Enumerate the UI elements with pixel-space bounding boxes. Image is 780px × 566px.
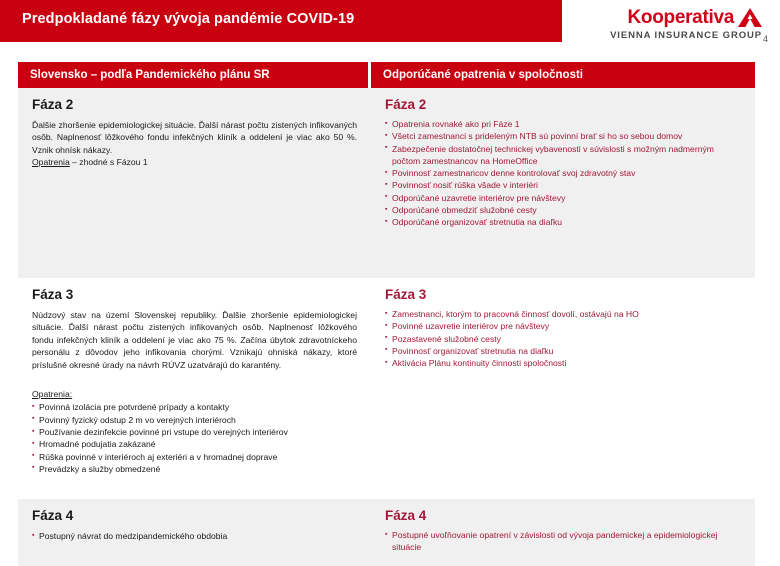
list-item: ▪ Zamestnanci, ktorým to pracovná činnosť dovolí, ostávajú na HO [385,308,741,320]
phase-heading: Fáza 4 [385,508,427,523]
phase2-measures-tail: – zhodné s Fázou 1 [69,157,148,168]
phase-heading: Fáza 2 [32,97,74,112]
phase-heading: Fáza 3 [385,287,427,302]
logo-row [582,6,762,28]
list-item: ▪ Odporúčané uzavretie interiérov pre návštevy [385,192,741,204]
phase3-measures-label: Opatrenia: [32,389,73,400]
phase4-right-cell [371,499,755,566]
list-item: ▪ Odporúčané obmedziť služobné cesty [385,204,741,216]
phase2-left-cell [18,88,371,278]
list-item: ▪ Všetci zamestnanci s prideleným NTB sú povinní brať si ho so sebou domov [385,130,741,142]
list-item: ▪ Odporúčané organizovať stretnutia na diaľku [385,216,741,228]
table-row [18,88,755,278]
list-item: ▪ Postupné uvoľňovanie opatrení v závislosti od vývoja pandemickej a epidemiologickej situácie [385,529,741,554]
list-item: ▪ Používanie dezinfekcie povinné pri vstupe do verejných interiérov [32,426,357,438]
list-item: ▪ Povinnosť nosiť rúška všade v interiéri [385,179,741,191]
list-item: ▪ Povinné uzavretie interiérov pre návštevy [385,320,741,332]
phase3-left-cell [18,278,371,499]
phase4-left-list [32,530,357,542]
column-header-company-measures: Odporúčané opatrenia v spoločnosti [371,62,755,88]
phase3-right-cell [371,278,755,499]
phase-heading: Fáza 3 [32,287,74,302]
list-item: ▪ Aktivácia Plánu kontinuity činnosti spoločnosti [385,357,741,369]
phase3-measures-list [32,401,357,475]
list-item: ▪ Postupný návrat do medzipandemického obdobia [32,530,357,542]
page-title: Predpokladané fázy vývoja pandémie COVID-19 [22,11,355,27]
kooperativa-triangle-icon [738,8,762,27]
page-number: 4 [762,34,768,44]
table-header-row [18,62,755,88]
list-item: ▪ Povinná izolácia pre potvrdené prípady a kontakty [32,401,357,413]
phase2-company-measures-list [385,118,741,229]
phase4-left-cell [18,499,371,566]
phase3-description: Núdzový stav na území Slovenskej republiky. Ďalšie zhoršenie epidemiologickej situácie. Ďalší nárast počtu zistených infikovaných osôb. Naplnenosť lôžkového fondu infekčných kliník a oddelení je viac ako 75 %. Začína úbytok zdravotníckeho personálu z dôvodov jeho infikovania chorými. Vznikajú ohniská nákazy, ktoré príslušné okresné úrady na návrh RÚVZ uzatvárajú do karantény. [32,310,357,370]
phases-table [18,62,755,566]
list-item: ▪ Povinnosť organizovať stretnutia na diaľku [385,345,741,357]
list-item: ▪ Hromadné podujatia zakázané [32,438,357,450]
list-item: ▪ Zabezpečenie dostatočnej technickej vybavenosti v súvislosti s možným nadmerným počtom zamestnancov na HomeOffice [385,143,741,168]
logo-wordmark: Kooperativa [627,6,734,28]
phase3-measures-block [32,388,357,475]
phase-heading: Fáza 4 [32,508,74,523]
phase4-company-measures-list [385,529,741,554]
phase2-right-cell [371,88,755,278]
list-item: ▪ Prevádzky a služby obmedzené [32,463,357,475]
list-item: ▪ Pozastavené služobné cesty [385,333,741,345]
list-item: ▪ Rúška povinné v interiéroch aj exteriéri a v hromadnej doprave [32,451,357,463]
slide-title-bar [0,0,562,42]
table-row [18,278,755,499]
phase2-description [32,119,357,169]
list-item: ▪ Povinnosť zamestnancov denne kontrolovať svoj zdravotný stav [385,167,741,179]
brand-logo [582,6,768,48]
list-item: ▪ Opatrenia rovnaké ako pri Fáze 1 [385,118,741,130]
logo-subtitle: VIENNA INSURANCE GROUP [610,30,762,41]
phase2-description-text: Ďalšie zhoršenie epidemiologickej situácie. Ďalší nárast počtu zistených infikovaných osôb. Naplnenosť lôžkového fondu infekčných kliník a oddelení je viac ako 50 %. Vznik ohnísk nákazy. [32,120,357,155]
phase-heading: Fáza 2 [385,97,427,112]
table-row [18,499,755,566]
column-header-slovakia: Slovensko – podľa Pandemického plánu SR [18,62,368,88]
list-item: ▪ Povinný fyzický odstup 2 m vo verejných interiéroch [32,414,357,426]
phase3-company-measures-list [385,308,741,369]
phase2-measures-label: Opatrenia [32,157,70,168]
